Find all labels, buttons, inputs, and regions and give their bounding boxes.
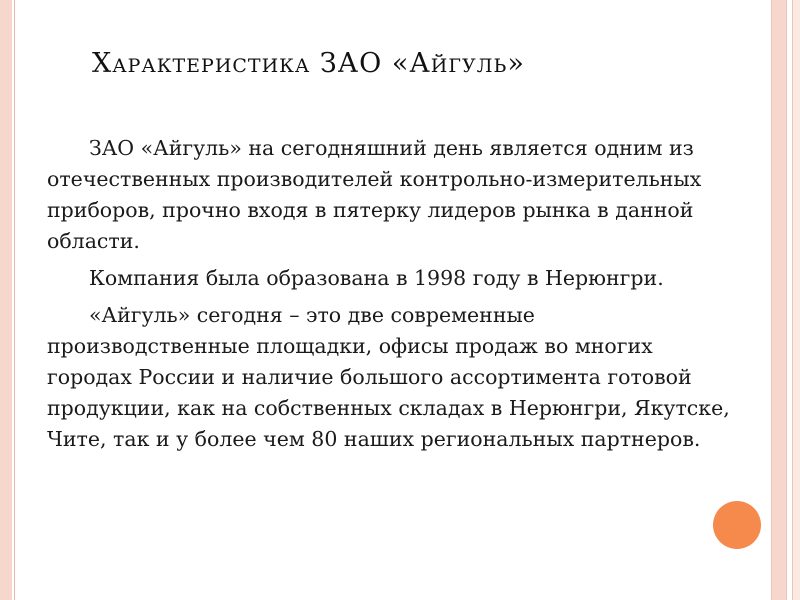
right-decor-edge (792, 0, 800, 600)
slide-body (47, 133, 737, 461)
paragraph-today: «Айгуль» сегодня – это две современные производственные площадки, офисы продаж во многих городах России и наличие большого ассортимента готовой продукции, как на собственных складах в Нерюнгри, Якутске, Чите, так и у более чем 80 наших региональных партнеров. (47, 303, 730, 451)
accent-circle (713, 501, 761, 549)
slide-title: Характеристика ЗАО «Айгуль» (92, 48, 525, 79)
left-decor-bar (0, 0, 15, 600)
left-decor-bar-fill (0, 0, 12, 600)
right-decor-band (771, 0, 787, 600)
paragraph-founded: Компания была образована в 1998 году в Нерюнгри. (89, 266, 664, 290)
paragraph-intro: ЗАО «Айгуль» на сегодняшний день является одним из отечественных производителей контрольно-измерительных приборов, прочно входя в пятерку лидеров рынка в данной области. (47, 136, 702, 253)
